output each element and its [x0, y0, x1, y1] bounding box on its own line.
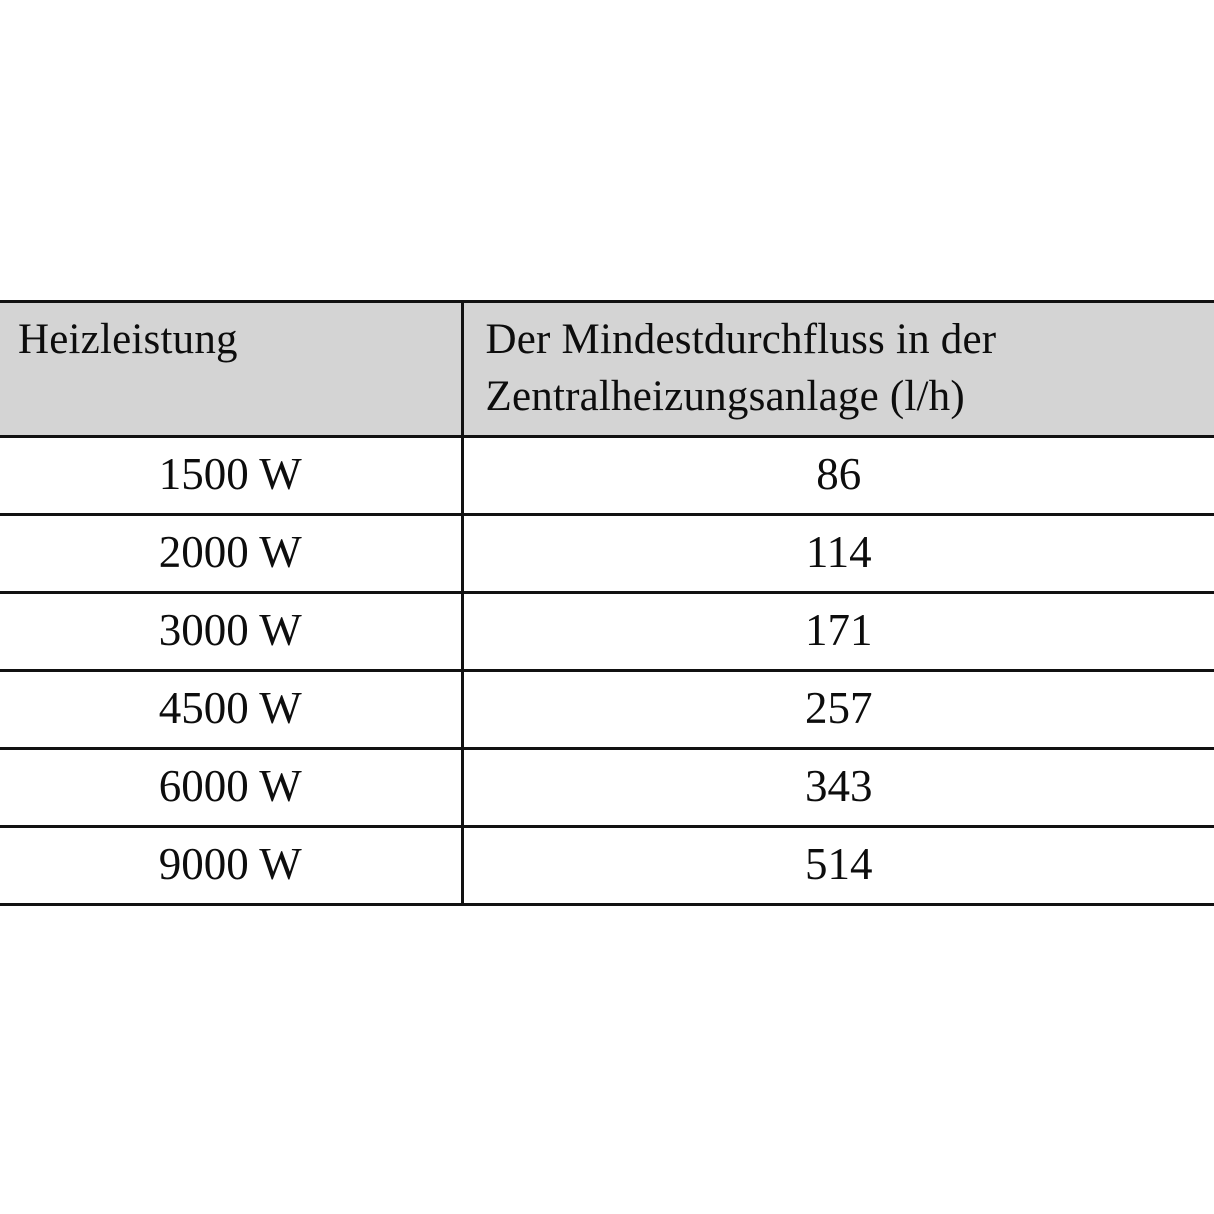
cell-power: 4500 W [0, 671, 462, 749]
table-header [0, 302, 1214, 437]
table-row [0, 515, 1214, 593]
cell-power: 1500 W [0, 437, 462, 515]
cell-power: 2000 W [0, 515, 462, 593]
table-row [0, 671, 1214, 749]
column-header-flow [462, 302, 1214, 437]
cell-flow: 514 [462, 827, 1214, 905]
table-header-row [0, 302, 1214, 437]
column-header-flow-label: Der Mindestdurchfluss in der Zentralheizungsanlage (l/h) [485, 316, 997, 421]
table-row [0, 827, 1214, 905]
heating-flow-table [0, 300, 1214, 906]
cell-flow: 171 [462, 593, 1214, 671]
table-container [0, 300, 1214, 906]
cell-power: 3000 W [0, 593, 462, 671]
table-row [0, 749, 1214, 827]
cell-flow: 257 [462, 671, 1214, 749]
table-body [0, 437, 1214, 905]
cell-power: 6000 W [0, 749, 462, 827]
cell-flow: 114 [462, 515, 1214, 593]
cell-power: 9000 W [0, 827, 462, 905]
table-row [0, 437, 1214, 515]
cell-flow: 86 [462, 437, 1214, 515]
column-header-power-label: Heizleistung [18, 316, 238, 363]
table-row [0, 593, 1214, 671]
column-header-power [0, 302, 462, 437]
cell-flow: 343 [462, 749, 1214, 827]
